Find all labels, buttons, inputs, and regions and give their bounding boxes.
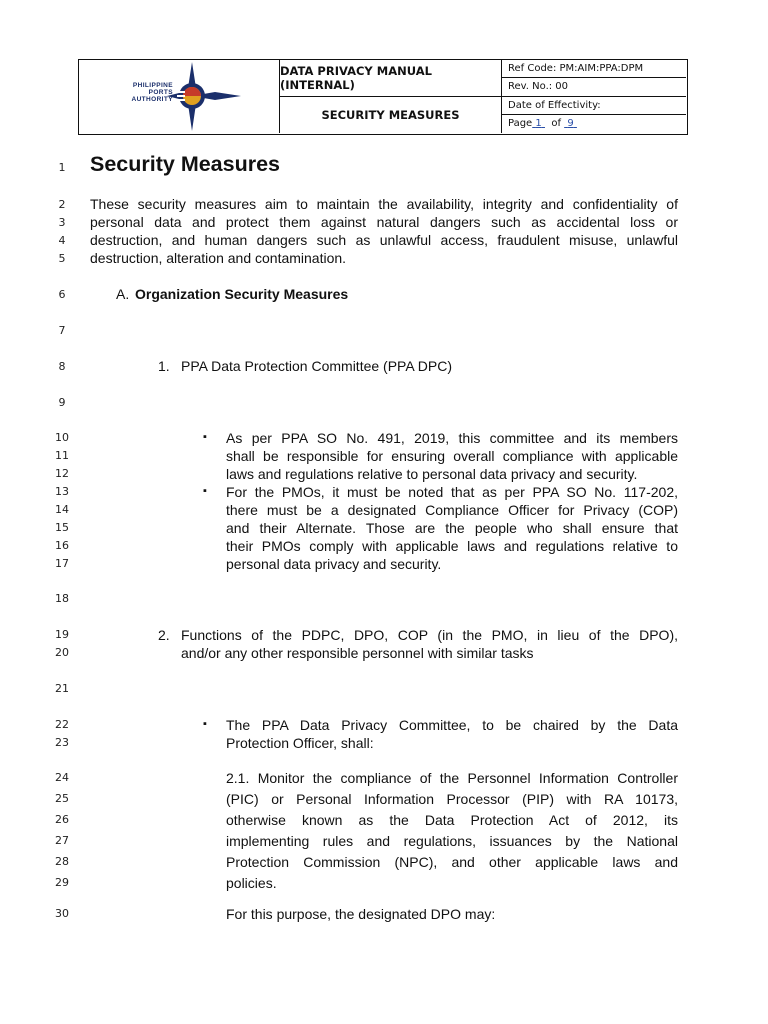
line-number: 20 [55,646,69,659]
sub-2-1-line: 2.1. Monitor the compliance of the Personnel Information Controller [226,770,678,786]
doc-title: DATA PRIVACY MANUAL (INTERNAL) [280,60,502,97]
bullet-1-line: As per PPA SO No. 491, 2019, this committee and its members [226,430,678,446]
item-1-number: 1. [158,358,170,374]
intro-line: These security measures aim to maintain the availability, integrity and confidentiality of [90,196,678,212]
document-header-table [78,59,688,135]
line-number: 15 [55,521,69,534]
line-number: 10 [55,431,69,444]
page-total: 9 [567,117,574,129]
line-number: 23 [55,736,69,749]
ref-code: Ref Code: PM:AIM:PPA:DPM [502,60,686,78]
bullet-2-line: there must be a designated Compliance Officer for Privacy (COP) [226,502,678,518]
section-a-title: Organization Security Measures [135,286,349,302]
intro-line: destruction, and human dangers such as unlawful access, fraudulent misuse, unlawful [90,232,678,248]
section-a-label: A. [116,286,130,302]
bullet-marker: ▪ [203,431,207,443]
logo-cell [79,60,280,133]
item-2-line: Functions of the PDPC, DPO, COP (in the PMO, in lieu of the DPO), [181,627,678,643]
bullet-marker: ▪ [203,485,207,497]
line-number: 26 [55,813,69,826]
logo-text-line-3: AUTHORITY [131,96,173,103]
line-number: 13 [55,485,69,498]
bullet-2-line: and their Alternate. Those are the people who shall ensure that [226,520,678,536]
sub-2-1-line: implementing rules and regulations, issuances by the National [226,833,678,849]
line-number: 16 [55,539,69,552]
page-title: Security Measures [90,152,281,176]
logo-text-line-1: PHILIPPINE [132,82,173,89]
intro-line: destruction, alteration and contamination. [90,250,347,266]
line-number: 5 [58,252,66,265]
bullet-marker: ▪ [203,718,207,730]
logo-text-line-2: PORTS [148,89,173,96]
line-number: 22 [55,718,69,731]
line-number: 14 [55,503,69,516]
line-number: 3 [58,216,66,229]
item-1-text: PPA Data Protection Committee (PPA DPC) [181,358,453,374]
intro-line: personal data and protect them against natural dangers such as accidental loss or [90,214,678,230]
bullet-3-line: Protection Officer, shall: [226,735,374,751]
line-number: 11 [55,449,69,462]
line-number: 28 [55,855,69,868]
line-number: 25 [55,792,69,805]
item-2-line: and/or any other responsible personnel with similar tasks [181,645,534,661]
line-number: 27 [55,834,69,847]
line-number: 8 [58,360,66,373]
bullet-3-line: The PPA Data Privacy Committee, to be chaired by the Data [226,717,678,733]
line-number: 18 [55,592,69,605]
section-title: SECURITY MEASURES [280,97,502,133]
sub-2-1-line: (PIC) or Personal Information Processor (PIP) with RA 10173, [226,791,678,807]
line-number: 7 [58,324,66,337]
date-of-effectivity: Date of Effectivity: [502,97,686,115]
page-current: 1 [535,117,542,129]
bullet-2-line: For the PMOs, it must be noted that as per PPA SO No. 117-202, [226,484,678,500]
bullet-1-line: shall be responsible for ensuring overall compliance with applicable [226,448,678,464]
line-number: 1 [58,161,66,174]
page-prefix: Page [508,117,533,129]
bullet-2-line: their PMOs comply with applicable laws and regulations relative to [226,538,678,554]
line-number: 21 [55,682,69,695]
line-number: 9 [58,396,66,409]
line-number: 4 [58,234,66,247]
sub-2-1-line: otherwise known as the Data Protection Act of 2012, its [226,812,678,828]
rev-no: Rev. No.: 00 [502,78,686,96]
sub-2-1-line: policies. [226,875,277,891]
line-number: 24 [55,771,69,784]
line-number: 6 [58,288,66,301]
line-number: 17 [55,557,69,570]
line-number: 2 [58,198,66,211]
purpose-text: For this purpose, the designated DPO may: [226,906,496,922]
line-number: 19 [55,628,69,641]
line-number: 30 [55,907,69,920]
line-number: 29 [55,876,69,889]
bullet-1-line: laws and regulations relative to personal data privacy and security. [226,466,638,482]
bullet-2-line: personal data privacy and security. [226,556,442,572]
page-of: of [551,117,561,129]
line-number: 12 [55,467,69,480]
sub-2-1-line: Protection Commission (NPC), and other applicable laws and [226,854,678,870]
item-2-number: 2. [158,627,170,643]
page-indicator [502,115,686,133]
